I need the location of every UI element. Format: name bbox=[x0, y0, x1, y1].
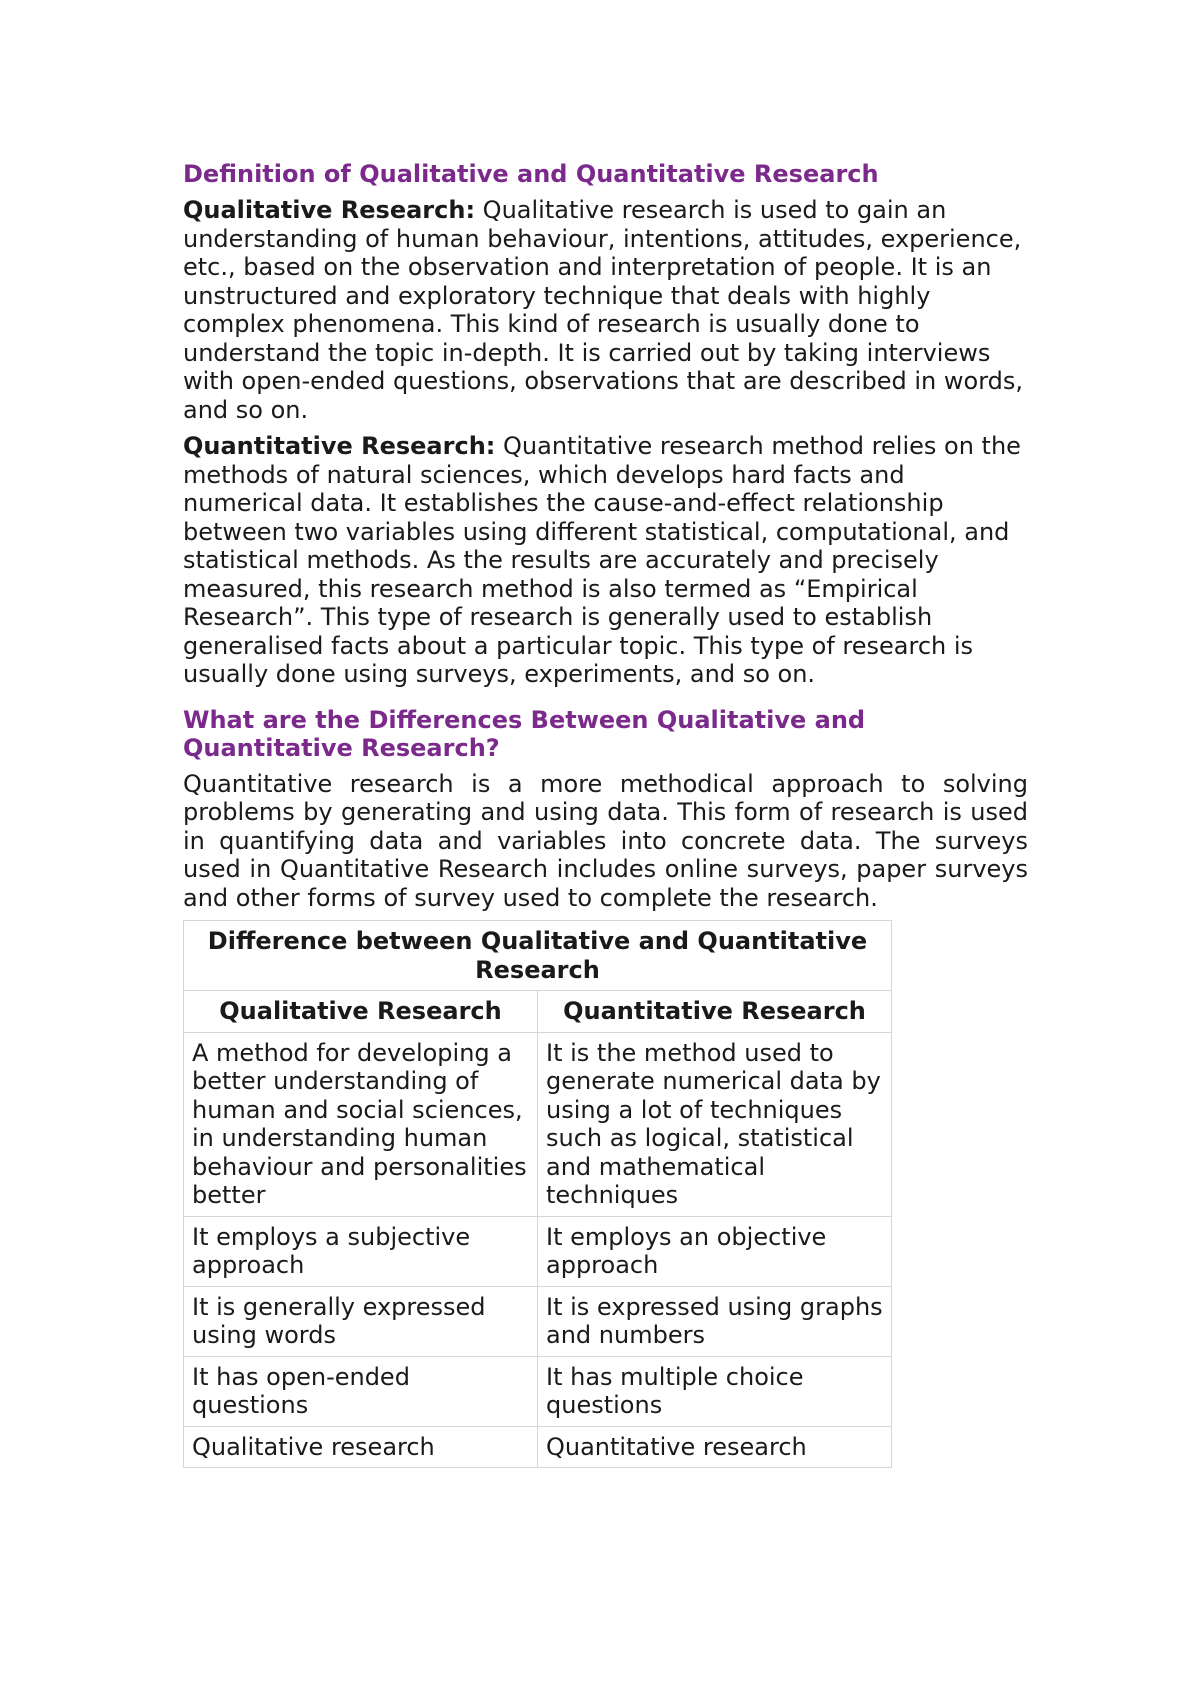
table-header-row bbox=[184, 991, 892, 1033]
quantitative-label: Quantitative Research: bbox=[183, 432, 496, 460]
table-cell-quantitative: It has multiple choice questions bbox=[538, 1356, 892, 1426]
table-cell-quantitative: Quantitative research bbox=[538, 1426, 892, 1468]
table-header-qualitative: Qualitative Research bbox=[184, 991, 538, 1033]
comparison-table bbox=[183, 920, 892, 1468]
qualitative-definition-text: Qualitative research is used to gain an understanding of human behaviour, intentions, attitudes, experience, etc., based on the observation and interpretation of people. It is an unstructured and exploratory technique that deals with highly complex phenomena. This kind of research is usually done to understand the topic in-depth. It is carried out by taking interviews with open-ended questions, observations that are described in words, and so on. bbox=[183, 196, 1023, 424]
table-row bbox=[184, 1426, 892, 1468]
table-cell-qualitative: It is generally expressed using words bbox=[184, 1286, 538, 1356]
table-cell-quantitative: It employs an objective approach bbox=[538, 1216, 892, 1286]
table-row bbox=[184, 1216, 892, 1286]
table-header-quantitative: Quantitative Research bbox=[538, 991, 892, 1033]
table-cell-quantitative: It is the method used to generate numerical data by using a lot of techniques such as logical, statistical and mathematical techniques bbox=[538, 1032, 892, 1216]
table-caption: Difference between Qualitative and Quantitative Research bbox=[184, 921, 892, 991]
table-row bbox=[184, 1286, 892, 1356]
differences-intro-paragraph: Quantitative research is a more methodical approach to solving problems by generating and using data. This form of research is used in quantifying data and variables into concrete data. The surveys used in Quantitative Research includes online surveys, paper surveys and other forms of survey used to complete the research. bbox=[183, 769, 1028, 912]
table-row bbox=[184, 1032, 892, 1216]
qualitative-definition-paragraph bbox=[183, 196, 1028, 424]
document-page bbox=[183, 160, 1028, 1468]
table-cell-qualitative: Qualitative research bbox=[184, 1426, 538, 1468]
table-cell-quantitative: It is expressed using graphs and numbers bbox=[538, 1286, 892, 1356]
section-heading-definition: Definition of Qualitative and Quantitative Research bbox=[183, 160, 879, 188]
quantitative-definition-paragraph bbox=[183, 432, 1028, 689]
table-cell-qualitative: A method for developing a better understanding of human and social sciences, in understanding human behaviour and personalities better bbox=[184, 1032, 538, 1216]
table-row bbox=[184, 1356, 892, 1426]
table-cell-qualitative: It has open-ended questions bbox=[184, 1356, 538, 1426]
qualitative-label: Qualitative Research: bbox=[183, 196, 476, 224]
table-caption-row bbox=[184, 921, 892, 991]
quantitative-definition-text: Quantitative research method relies on the methods of natural sciences, which develops hard facts and numerical data. It establishes the cause-and-effect relationship between two variables using different statistical, computational, and statistical methods. As the results are accurately and precisely measured, this research method is also termed as “Empirical Research”. This type of research is generally used to establish generalised facts about a particular topic. This type of research is usually done using surveys, experiments, and so on. bbox=[183, 432, 1021, 688]
table-cell-qualitative: It employs a subjective approach bbox=[184, 1216, 538, 1286]
section-heading-differences: What are the Differences Between Qualitative and Quantitative Research? bbox=[183, 705, 866, 762]
